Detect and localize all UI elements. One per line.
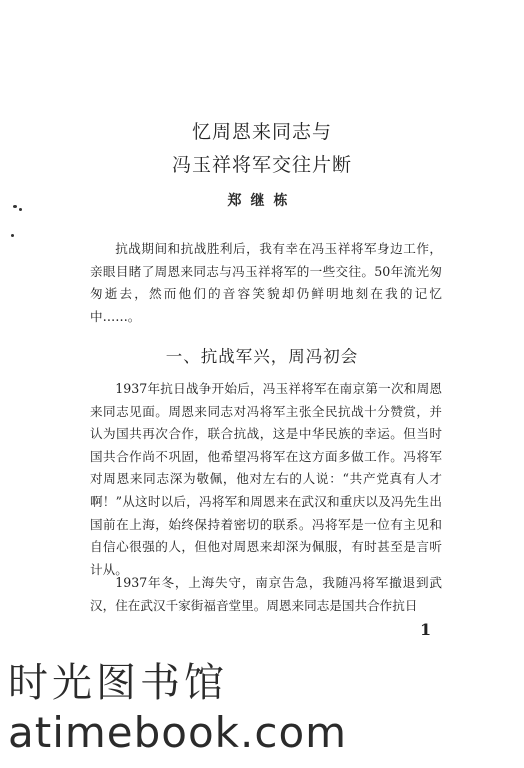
body-paragraph-1: 1937年抗日战争开始后，冯玉祥将军在南京第一次和周恩来同志见面。周恩来同志对冯将军主张全民抗战十分赞赏，并认为国共再次合作，联合抗战，这是中华民族的幸运。但当时国共合作尚不巩固，他希望冯将军在这方面多做工作。冯将军对周恩来同志深为敬佩，他对左右的人说：“共产党真有人才啊！”从这时以后，冯将军和周恩来在武汉和重庆以及冯先生出国前在上海，始终保持着密切的联系。冯将军是一位有主见和自信心很强的人，但他对周恩来却深为佩服，有时甚至是言听计从。 [90,381,442,577]
page-number: 1 [420,620,432,639]
section-heading: 一、抗战军兴，周冯初会 [165,347,359,366]
body-paragraph-2: 1937年冬，上海失守，南京告急，我随冯将军撤退到武汉，住在武汉千家街福音堂里。周恩来同志是国共合作抗日 [90,575,442,613]
watermark-url: atimebook.com [8,708,348,757]
intro-paragraph: 抗战期间和抗战胜利后，我有幸在冯玉祥将军身边工作，亲眼目睹了周恩来同志与冯玉祥将军的一些交往。50年流光匆匆逝去，然而他们的音容笑貌却仍鲜明地刻在我的记忆中……。 [90,241,442,324]
article-title-line-1: 忆周恩来同志与 [191,121,332,143]
scan-speck [11,234,14,237]
article-title-line-2: 冯玉祥将军交往片断 [171,154,352,176]
author-name: 郑继栋 [227,193,297,209]
watermark-chinese: 时光图书馆 [8,660,228,706]
